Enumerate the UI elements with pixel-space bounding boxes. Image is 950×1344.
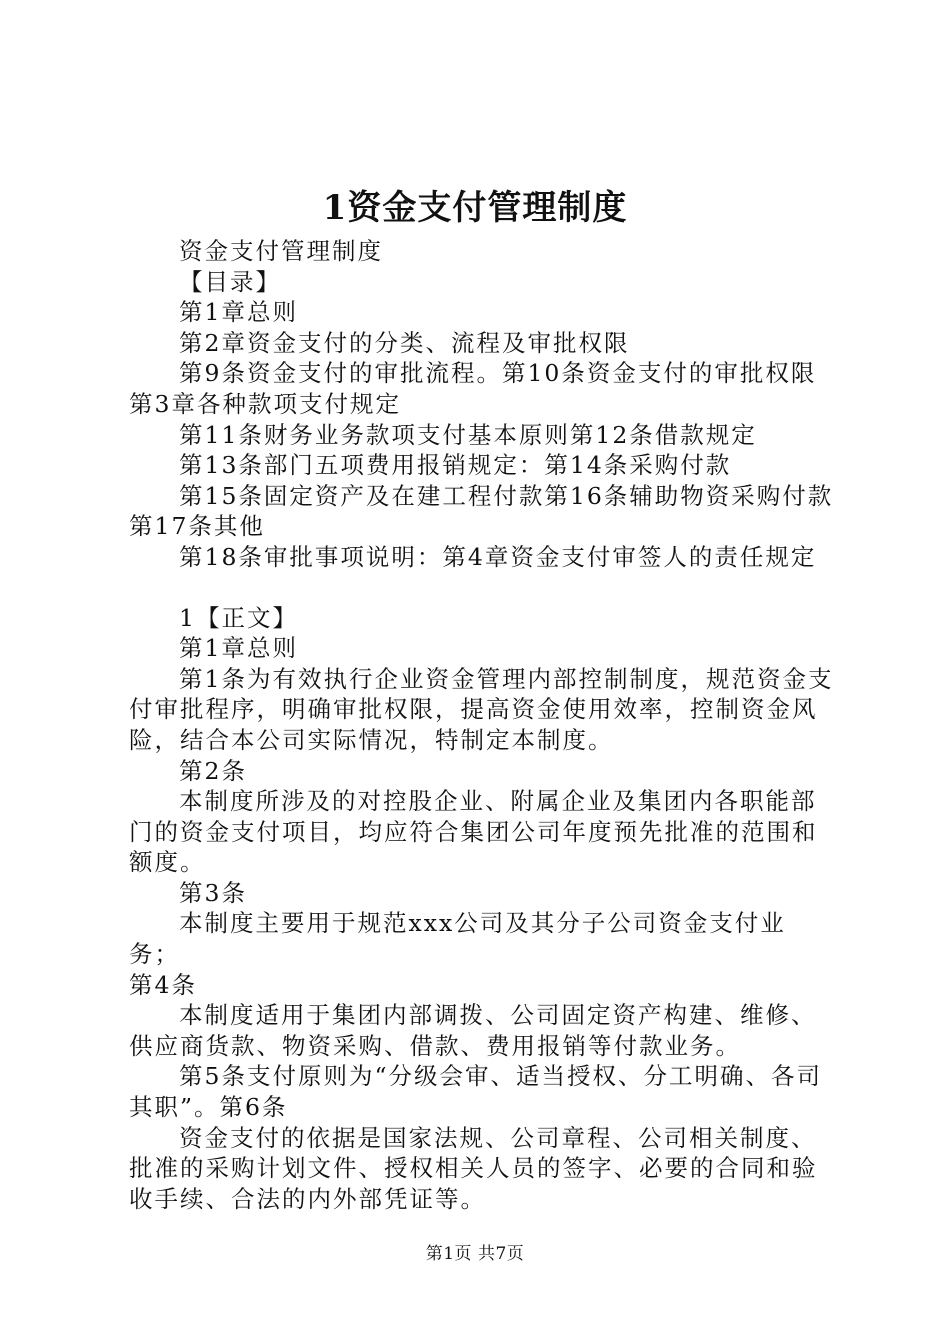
article-label: 第3条 bbox=[179, 878, 247, 907]
toc-heading: 资金支付管理制度 bbox=[179, 237, 383, 265]
article-label: 第4条 bbox=[129, 970, 197, 999]
toc-entry: 第3章各种款项支付规定 bbox=[129, 389, 401, 418]
toc-entry: 第9条资金支付的审批流程。第10条资金支付的审批权限 bbox=[179, 359, 817, 388]
body-paragraph: 本制度主要用于规范xxx公司及其分子公司资金支付业务； bbox=[129, 909, 786, 969]
section-gap bbox=[129, 573, 835, 603]
toc-entry: 第18条审批事项说明：第4章资金支付审签人的责任规定 bbox=[179, 542, 817, 571]
toc-entry: 第2章资金支付的分类、流程及审批权限 bbox=[179, 328, 630, 357]
document-title: 1资金支付管理制度 bbox=[322, 188, 628, 228]
body-paragraph: 第5条支付原则为“分级会审、适当授权、分工明确、各司其职”。第6条 bbox=[129, 1062, 822, 1122]
chapter-heading: 第1章总则 bbox=[179, 634, 298, 663]
body-paragraph: 资金支付的依据是国家法规、公司章程、公司相关制度、批准的采购计划文件、授权相关人员的签字、必要的合同和验收手续、合法的内外部凭证等。 bbox=[129, 1123, 818, 1213]
page-indicator: 第1页 共7页 bbox=[425, 1244, 525, 1264]
toc-entry: 第13条部门五项费用报销规定：第14条采购付款 bbox=[179, 451, 732, 480]
toc-entry: 第11条财务业务款项支付基本原则第12条借款规定 bbox=[179, 420, 757, 449]
body-paragraph: 第1条为有效执行企业资金管理内部控制制度，规范资金支付审批程序，明确审批权限，提高资金使用效率，控制资金风险，结合本公司实际情况，特制定本制度。 bbox=[129, 664, 834, 754]
body-paragraph: 本制度所涉及的对控股企业、附属企业及集团内各职能部门的资金支付项目，均应符合集团公司年度预先批准的范围和额度。 bbox=[129, 787, 818, 877]
toc-label: 【目录】 bbox=[179, 267, 281, 296]
document-body bbox=[129, 236, 835, 1214]
toc-entry: 第1章总则 bbox=[179, 298, 298, 327]
article-label: 第2条 bbox=[179, 756, 247, 785]
body-paragraph: 本制度适用于集团内部调拨、公司固定资产构建、维修、供应商货款、物资采购、借款、费用报销等付款业务。 bbox=[129, 1001, 817, 1060]
body-heading: 1【正文】 bbox=[179, 603, 298, 632]
toc-entry: 第15条固定资产及在建工程付款第16条辅助物资采购付款第17条其他 bbox=[129, 481, 834, 541]
